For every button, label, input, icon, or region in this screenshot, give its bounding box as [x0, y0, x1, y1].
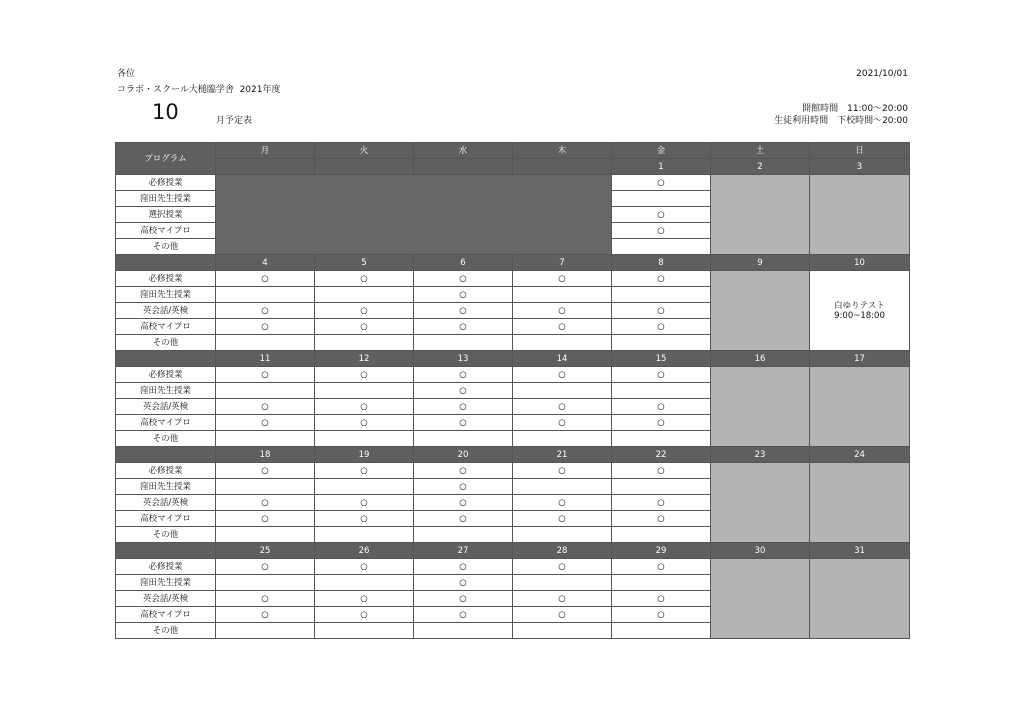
schedule-cell: ○ — [315, 591, 414, 607]
schedule-cell — [414, 527, 513, 543]
saturday-closed-cell — [711, 463, 810, 543]
date-cell: 16 — [711, 351, 810, 367]
date-cell: 12 — [315, 351, 414, 367]
schedule-cell — [612, 431, 711, 447]
weekday-header: 金 — [612, 143, 711, 159]
program-label: 必修授業 — [116, 559, 216, 575]
schedule-cell: ○ — [216, 303, 315, 319]
schedule-cell: ○ — [315, 319, 414, 335]
program-label: 必修授業 — [116, 271, 216, 287]
schedule-cell: ○ — [513, 495, 612, 511]
date-cell: 27 — [414, 543, 513, 559]
program-row — [116, 463, 910, 479]
month-number: 10 — [152, 100, 179, 124]
schedule-cell: ○ — [612, 207, 711, 223]
program-label: 窪田先生授業 — [116, 191, 216, 207]
program-label: 高校マイプロ — [116, 319, 216, 335]
blocked-days-cell — [216, 175, 612, 255]
schedule-cell — [513, 287, 612, 303]
schedule-cell: ○ — [315, 399, 414, 415]
date-row-label — [116, 543, 216, 559]
program-label: その他 — [116, 335, 216, 351]
date-cell — [315, 159, 414, 175]
schedule-cell: ○ — [414, 479, 513, 495]
saturday-closed-cell — [711, 367, 810, 447]
schedule-cell: ○ — [513, 271, 612, 287]
program-row — [116, 367, 910, 383]
schedule-cell — [216, 527, 315, 543]
schedule-cell — [513, 479, 612, 495]
weekday-header: 火 — [315, 143, 414, 159]
schedule-cell: ○ — [414, 575, 513, 591]
date-cell: 7 — [513, 255, 612, 271]
date-cell: 26 — [315, 543, 414, 559]
schedule-cell — [216, 479, 315, 495]
date-cell: 30 — [711, 543, 810, 559]
program-label: 窪田先生授業 — [116, 383, 216, 399]
date-row — [116, 159, 910, 175]
date-cell: 5 — [315, 255, 414, 271]
schedule-cell — [315, 575, 414, 591]
sunday-closed-cell — [810, 175, 910, 255]
schedule-cell: ○ — [513, 319, 612, 335]
program-row — [116, 559, 910, 575]
date-cell: 2 — [711, 159, 810, 175]
schedule-cell: ○ — [216, 607, 315, 623]
date-cell: 15 — [612, 351, 711, 367]
program-label: 必修授業 — [116, 463, 216, 479]
schedule-cell: ○ — [612, 271, 711, 287]
schedule-cell — [513, 575, 612, 591]
program-label: 窪田先生授業 — [116, 479, 216, 495]
schedule-cell — [612, 575, 711, 591]
date-row — [116, 255, 910, 271]
date-cell: 9 — [711, 255, 810, 271]
schedule-cell: ○ — [612, 399, 711, 415]
schedule-cell — [315, 431, 414, 447]
schedule-cell: ○ — [612, 591, 711, 607]
schedule-cell — [612, 479, 711, 495]
date-cell: 19 — [315, 447, 414, 463]
date-cell: 29 — [612, 543, 711, 559]
program-label: 英会話/英検 — [116, 303, 216, 319]
schedule-cell: ○ — [414, 367, 513, 383]
schedule-cell: ○ — [216, 271, 315, 287]
date-cell: 10 — [810, 255, 910, 271]
sunday-closed-cell — [810, 559, 910, 639]
schedule-cell: ○ — [414, 559, 513, 575]
weekday-header: 日 — [810, 143, 910, 159]
date-row-label — [116, 447, 216, 463]
program-label: 高校マイプロ — [116, 607, 216, 623]
program-label: 英会話/英検 — [116, 495, 216, 511]
schedule-cell — [414, 335, 513, 351]
program-label: その他 — [116, 527, 216, 543]
program-label: 必修授業 — [116, 367, 216, 383]
schedule-cell: ○ — [612, 319, 711, 335]
schedule-cell: ○ — [216, 591, 315, 607]
monthly-calendar — [115, 142, 910, 639]
schedule-cell: ○ — [612, 415, 711, 431]
schedule-cell: ○ — [513, 399, 612, 415]
date-cell: 3 — [810, 159, 910, 175]
schedule-cell — [216, 575, 315, 591]
opening-hours: 開館時間 11:00〜20:00 — [802, 104, 908, 114]
schedule-cell — [414, 431, 513, 447]
schedule-cell: ○ — [414, 399, 513, 415]
program-label: 必修授業 — [116, 175, 216, 191]
date-cell: 8 — [612, 255, 711, 271]
schedule-cell: ○ — [315, 607, 414, 623]
schedule-cell — [315, 287, 414, 303]
schedule-cell: ○ — [315, 271, 414, 287]
weekday-header: 月 — [216, 143, 315, 159]
schedule-cell: ○ — [216, 463, 315, 479]
date-cell: 24 — [810, 447, 910, 463]
issue-date: 2021/10/01 — [856, 69, 908, 79]
date-cell: 22 — [612, 447, 711, 463]
schedule-cell — [612, 527, 711, 543]
schedule-cell: ○ — [414, 287, 513, 303]
program-label: その他 — [116, 623, 216, 639]
date-cell: 14 — [513, 351, 612, 367]
schedule-cell: ○ — [315, 463, 414, 479]
schedule-cell — [612, 191, 711, 207]
saturday-closed-cell — [711, 175, 810, 255]
schedule-cell — [216, 383, 315, 399]
date-cell — [414, 159, 513, 175]
sunday-closed-cell — [810, 367, 910, 447]
schedule-cell — [216, 623, 315, 639]
schedule-cell: ○ — [216, 511, 315, 527]
program-label: 選択授業 — [116, 207, 216, 223]
schedule-cell: ○ — [414, 495, 513, 511]
organization-line — [117, 85, 280, 96]
schedule-cell: ○ — [513, 591, 612, 607]
schedule-cell: ○ — [315, 559, 414, 575]
event-title: 白ゆりテスト — [834, 300, 885, 311]
date-cell: 18 — [216, 447, 315, 463]
schedule-cell: ○ — [612, 175, 711, 191]
schedule-cell: ○ — [216, 495, 315, 511]
program-label: その他 — [116, 239, 216, 255]
date-row-label — [116, 351, 216, 367]
schedule-cell — [414, 623, 513, 639]
date-cell: 21 — [513, 447, 612, 463]
schedule-cell: ○ — [612, 223, 711, 239]
schedule-cell: ○ — [414, 271, 513, 287]
schedule-cell — [513, 383, 612, 399]
schedule-cell: ○ — [414, 591, 513, 607]
program-label: 高校マイプロ — [116, 223, 216, 239]
schedule-cell: ○ — [315, 415, 414, 431]
schedule-cell — [513, 335, 612, 351]
schedule-cell — [315, 527, 414, 543]
program-column-header: プログラム — [116, 143, 216, 175]
program-row — [116, 175, 910, 191]
organization-name: コラボ・スクール大槌臨学舎 — [117, 85, 234, 95]
event-time: 9:00~18:00 — [834, 310, 885, 321]
date-cell — [216, 159, 315, 175]
schedule-cell: ○ — [315, 495, 414, 511]
schedule-cell: ○ — [612, 511, 711, 527]
schedule-cell — [513, 623, 612, 639]
program-label: その他 — [116, 431, 216, 447]
schedule-cell: ○ — [513, 559, 612, 575]
schedule-cell: ○ — [513, 607, 612, 623]
schedule-cell — [216, 335, 315, 351]
schedule-cell — [216, 431, 315, 447]
program-label: 窪田先生授業 — [116, 575, 216, 591]
schedule-cell — [612, 287, 711, 303]
schedule-cell: ○ — [315, 367, 414, 383]
program-row — [116, 271, 910, 287]
program-label: 英会話/英検 — [116, 591, 216, 607]
schedule-title: 月予定表 — [216, 116, 253, 126]
schedule-cell: ○ — [513, 511, 612, 527]
date-row — [116, 351, 910, 367]
sunday-closed-cell — [810, 463, 910, 543]
schedule-cell: ○ — [414, 415, 513, 431]
schedule-cell: ○ — [216, 367, 315, 383]
schedule-cell: ○ — [513, 463, 612, 479]
date-row — [116, 543, 910, 559]
schedule-cell: ○ — [216, 559, 315, 575]
program-label: 窪田先生授業 — [116, 287, 216, 303]
fiscal-year: 2021年度 — [239, 85, 281, 95]
schedule-cell: ○ — [513, 415, 612, 431]
date-cell — [513, 159, 612, 175]
schedule-cell: ○ — [414, 511, 513, 527]
schedule-cell: ○ — [414, 319, 513, 335]
schedule-cell — [612, 335, 711, 351]
schedule-cell — [513, 527, 612, 543]
schedule-cell: ○ — [315, 511, 414, 527]
schedule-cell: ○ — [216, 319, 315, 335]
date-cell: 4 — [216, 255, 315, 271]
date-row — [116, 447, 910, 463]
schedule-cell — [315, 335, 414, 351]
schedule-cell: ○ — [513, 367, 612, 383]
date-cell: 6 — [414, 255, 513, 271]
date-row-label — [116, 255, 216, 271]
schedule-cell: ○ — [612, 367, 711, 383]
saturday-closed-cell — [711, 271, 810, 351]
date-cell: 13 — [414, 351, 513, 367]
schedule-cell — [315, 623, 414, 639]
schedule-cell: ○ — [315, 303, 414, 319]
program-label: 高校マイプロ — [116, 415, 216, 431]
weekday-header: 木 — [513, 143, 612, 159]
date-cell: 28 — [513, 543, 612, 559]
date-cell: 1 — [612, 159, 711, 175]
schedule-cell — [315, 383, 414, 399]
schedule-cell — [612, 623, 711, 639]
weekday-header: 水 — [414, 143, 513, 159]
student-hours: 生徒利用時間 下校時間〜20:00 — [774, 116, 908, 126]
program-label: 英会話/英検 — [116, 399, 216, 415]
schedule-cell — [513, 431, 612, 447]
schedule-cell: ○ — [612, 303, 711, 319]
date-cell: 17 — [810, 351, 910, 367]
schedule-cell: ○ — [216, 415, 315, 431]
schedule-cell: ○ — [216, 399, 315, 415]
schedule-cell — [216, 287, 315, 303]
schedule-cell: ○ — [612, 495, 711, 511]
schedule-cell: ○ — [612, 559, 711, 575]
program-label: 高校マイプロ — [116, 511, 216, 527]
date-cell: 31 — [810, 543, 910, 559]
weekday-header: 土 — [711, 143, 810, 159]
schedule-cell: ○ — [414, 383, 513, 399]
schedule-cell — [612, 239, 711, 255]
date-cell: 25 — [216, 543, 315, 559]
addressee: 各位 — [117, 69, 136, 79]
sunday-event-cell — [810, 271, 910, 351]
schedule-cell: ○ — [612, 463, 711, 479]
schedule-cell: ○ — [513, 303, 612, 319]
schedule-cell: ○ — [414, 607, 513, 623]
date-cell: 11 — [216, 351, 315, 367]
schedule-cell: ○ — [414, 303, 513, 319]
date-cell: 20 — [414, 447, 513, 463]
weekday-header-row — [116, 143, 910, 159]
schedule-cell: ○ — [612, 607, 711, 623]
schedule-cell — [315, 479, 414, 495]
saturday-closed-cell — [711, 559, 810, 639]
schedule-cell — [612, 383, 711, 399]
schedule-cell: ○ — [414, 463, 513, 479]
date-cell: 23 — [711, 447, 810, 463]
